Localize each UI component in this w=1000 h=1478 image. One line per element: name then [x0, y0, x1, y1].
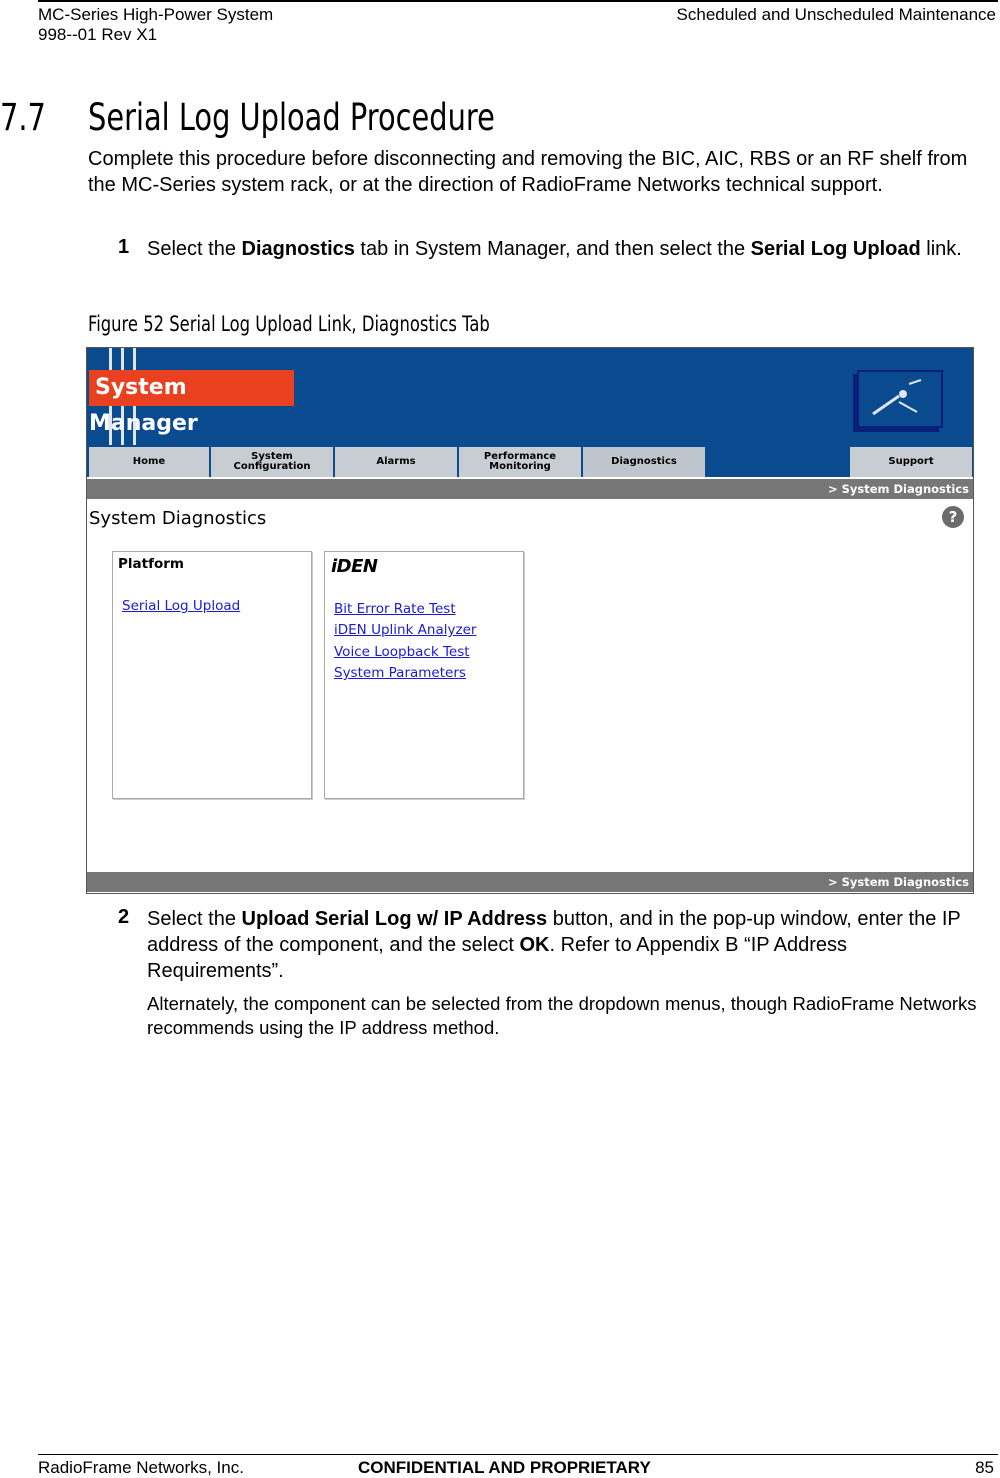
tab-diagnostics[interactable]: Diagnostics	[583, 447, 705, 477]
page-number: 85	[975, 1458, 994, 1477]
system-manager-screenshot	[86, 347, 974, 894]
tab-system-configuration[interactable]: System Configuration	[211, 447, 333, 477]
header-chapter: Scheduled and Unscheduled Maintenance	[676, 5, 996, 24]
app-banner	[87, 348, 973, 448]
serial-log-upload-link[interactable]: Serial Log Upload	[122, 598, 241, 614]
footer-confidential: CONFIDENTIAL AND PROPRIETARY	[358, 1458, 651, 1477]
platform-panel-title: Platform	[118, 556, 184, 572]
tab-alarms[interactable]: Alarms	[335, 447, 457, 477]
section-title: Serial Log Upload Procedure	[88, 96, 495, 139]
intro-paragraph: Complete this procedure before disconnecting and removing the BIC, AIC, RBS or an RF shelf from the MC-Series system rack, or at the direction of RadioFrame Networks technical support.	[88, 148, 968, 196]
app-title: System Manager	[89, 370, 294, 406]
radioframe-logo-icon	[857, 370, 943, 428]
step2-text: Select the Upload Serial Log w/ IP Address button, and in the pop-up window, enter the IP address of the component, and the select OK. Refer to Appendix B “IP Address Requirements”.	[147, 908, 961, 982]
step2-note: Alternately, the component can be selected from the dropdown menus, though RadioFrame Networks recommends using the IP address method.	[147, 993, 977, 1038]
breadcrumb-bottom: > System Diagnostics	[87, 872, 973, 892]
step2-number: 2	[118, 906, 130, 928]
iden-uplink-analyzer-link[interactable]: iDEN Uplink Analyzer	[334, 622, 477, 638]
tab-performance-monitoring[interactable]: Performance Monitoring	[459, 447, 581, 477]
step1-number: 1	[118, 236, 130, 258]
header-product: MC-Series High-Power System	[38, 5, 274, 24]
figure-caption: Figure 52 Serial Log Upload Link, Diagnostics Tab	[88, 312, 490, 336]
tab-support[interactable]: Support	[850, 447, 972, 477]
system-parameters-link[interactable]: System Parameters	[334, 665, 466, 681]
header-doc-number: 998--01 Rev X1	[38, 25, 158, 44]
iden-panel	[324, 551, 524, 799]
step1-text: Select the Diagnostics tab in System Manager, and then select the Serial Log Upload link.	[147, 238, 962, 260]
footer-rule	[38, 1454, 998, 1455]
tab-bar	[87, 447, 973, 477]
footer-company: RadioFrame Networks, Inc.	[38, 1458, 244, 1477]
voice-loopback-test-link[interactable]: Voice Loopback Test	[334, 644, 470, 660]
page-title: System Diagnostics	[89, 508, 267, 529]
tab-home[interactable]: Home	[89, 447, 209, 477]
help-icon[interactable]: ?	[942, 506, 964, 528]
platform-panel	[112, 551, 312, 799]
bit-error-rate-test-link[interactable]: Bit Error Rate Test	[334, 601, 456, 617]
section-number: 7.7	[0, 96, 46, 139]
breadcrumb-top: > System Diagnostics	[87, 479, 973, 499]
iden-logo: iDEN	[331, 556, 378, 577]
header-rule	[38, 0, 998, 2]
